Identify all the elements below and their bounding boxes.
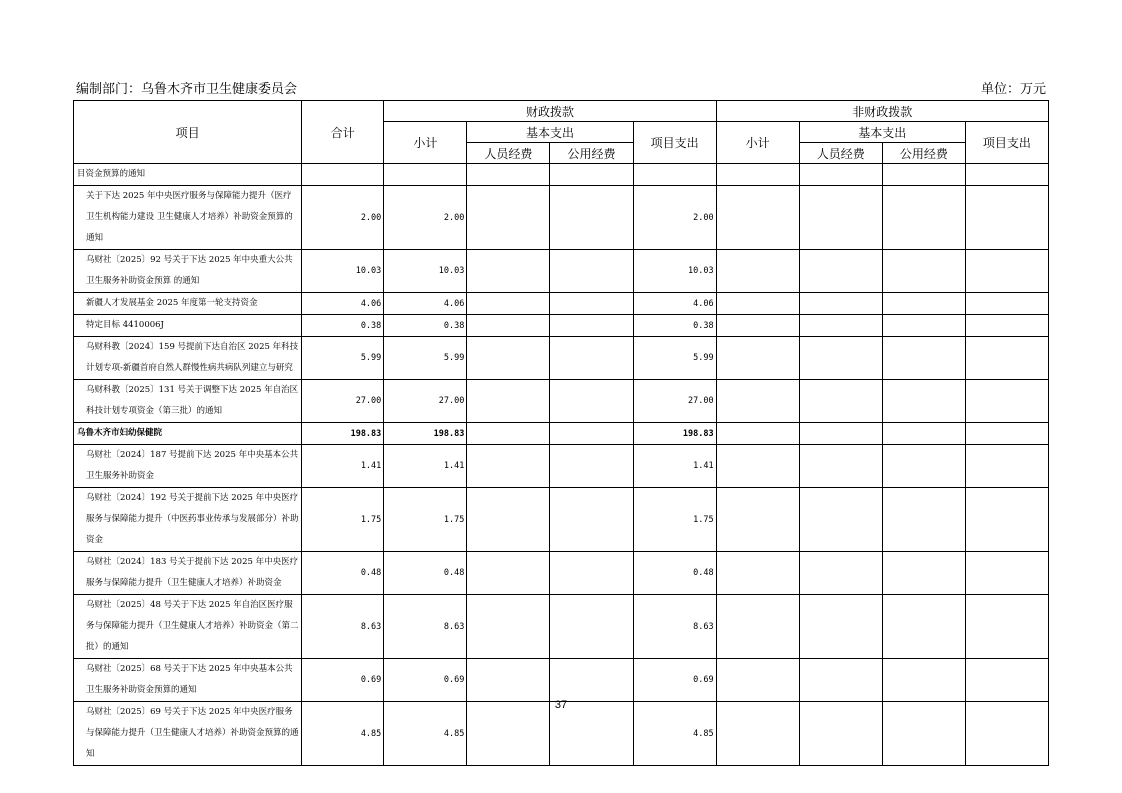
row-nonfiscal-public	[882, 552, 965, 595]
row-fiscal-public	[550, 164, 633, 186]
row-fiscal-personnel	[467, 337, 550, 380]
row-fiscal-project: 0.48	[633, 552, 716, 595]
row-nonfiscal-public	[882, 488, 965, 552]
row-nonfiscal-subtotal	[716, 595, 799, 659]
row-nonfiscal-public	[882, 380, 965, 423]
row-fiscal-subtotal: 5.99	[384, 337, 467, 380]
row-fiscal-project: 5.99	[633, 337, 716, 380]
col-nonfiscal-basic: 基本支出	[799, 122, 965, 143]
row-fiscal-public	[550, 488, 633, 552]
row-fiscal-subtotal: 0.38	[384, 315, 467, 337]
row-fiscal-subtotal: 198.83	[384, 423, 467, 445]
row-nonfiscal-public	[882, 186, 965, 250]
row-nonfiscal-project	[965, 315, 1048, 337]
budget-table	[73, 100, 1049, 766]
row-fiscal-personnel	[467, 315, 550, 337]
row-fiscal-subtotal: 0.69	[384, 659, 467, 702]
row-nonfiscal-personnel	[799, 488, 882, 552]
page-number: 37	[554, 699, 568, 711]
table-row	[74, 380, 1049, 423]
table-row	[74, 445, 1049, 488]
row-fiscal-public	[550, 595, 633, 659]
row-nonfiscal-project	[965, 552, 1048, 595]
table-row	[74, 164, 1049, 186]
table-row	[74, 293, 1049, 315]
row-total: 5.99	[302, 337, 384, 380]
row-fiscal-subtotal: 1.41	[384, 445, 467, 488]
row-fiscal-public	[550, 380, 633, 423]
row-fiscal-personnel	[467, 164, 550, 186]
row-name: 目资金预算的通知	[74, 164, 302, 186]
row-nonfiscal-subtotal	[716, 293, 799, 315]
table-row	[74, 315, 1049, 337]
row-nonfiscal-subtotal	[716, 488, 799, 552]
row-fiscal-project: 10.03	[633, 250, 716, 293]
row-name: 特定目标 4410006J	[74, 315, 302, 337]
row-fiscal-project: 0.38	[633, 315, 716, 337]
row-nonfiscal-personnel	[799, 164, 882, 186]
row-nonfiscal-public	[882, 595, 965, 659]
row-nonfiscal-public	[882, 423, 965, 445]
row-nonfiscal-project	[965, 488, 1048, 552]
row-fiscal-subtotal: 4.85	[384, 702, 467, 766]
row-fiscal-subtotal: 8.63	[384, 595, 467, 659]
unit-label: 单位：万元	[980, 82, 1046, 97]
department-label: 编制部门：乌鲁木齐市卫生健康委员会	[76, 82, 298, 97]
table-row	[74, 250, 1049, 293]
row-total: 0.69	[302, 659, 384, 702]
row-fiscal-personnel	[467, 186, 550, 250]
col-fiscal: 财政拨款	[384, 101, 716, 122]
row-fiscal-personnel	[467, 423, 550, 445]
row-total: 4.85	[302, 702, 384, 766]
row-name: 乌财社〔2025〕69 号关于下达 2025 年中央医疗服务与保障能力提升（卫生健康人才培养）补助资金预算的通知	[74, 702, 302, 766]
row-nonfiscal-personnel	[799, 380, 882, 423]
row-fiscal-project: 0.69	[633, 659, 716, 702]
col-nonfiscal-project: 项目支出	[965, 122, 1048, 164]
row-nonfiscal-subtotal	[716, 445, 799, 488]
row-fiscal-project: 198.83	[633, 423, 716, 445]
row-fiscal-personnel	[467, 250, 550, 293]
col-fiscal-project: 项目支出	[633, 122, 716, 164]
row-nonfiscal-personnel	[799, 315, 882, 337]
row-nonfiscal-public	[882, 315, 965, 337]
row-nonfiscal-public	[882, 702, 965, 766]
table-row	[74, 659, 1049, 702]
row-total: 4.06	[302, 293, 384, 315]
row-nonfiscal-subtotal	[716, 337, 799, 380]
row-fiscal-project	[633, 164, 716, 186]
row-nonfiscal-public	[882, 445, 965, 488]
row-total: 27.00	[302, 380, 384, 423]
row-name: 乌财社〔2025〕92 号关于下达 2025 年中央重大公共卫生服务补助资金预算 的通知	[74, 250, 302, 293]
row-name: 乌财社〔2025〕48 号关于下达 2025 年自治区医疗服务与保障能力提升（卫生健康人才培养）补助资金（第二批）的通知	[74, 595, 302, 659]
row-fiscal-personnel	[467, 293, 550, 315]
row-nonfiscal-project	[965, 337, 1048, 380]
row-fiscal-project: 4.85	[633, 702, 716, 766]
row-nonfiscal-project	[965, 445, 1048, 488]
row-nonfiscal-public	[882, 337, 965, 380]
row-fiscal-subtotal: 4.06	[384, 293, 467, 315]
col-nonfiscal-subtotal: 小计	[716, 122, 799, 164]
row-fiscal-project: 1.41	[633, 445, 716, 488]
row-fiscal-personnel	[467, 702, 550, 766]
row-nonfiscal-subtotal	[716, 380, 799, 423]
col-nonfiscal: 非财政拨款	[716, 101, 1048, 122]
row-fiscal-public	[550, 315, 633, 337]
row-name: 乌财科教〔2025〕131 号关于调整下达 2025 年自治区科技计划专项资金（第三批）的通知	[74, 380, 302, 423]
row-nonfiscal-project	[965, 659, 1048, 702]
row-nonfiscal-subtotal	[716, 702, 799, 766]
row-total: 8.63	[302, 595, 384, 659]
row-fiscal-personnel	[467, 659, 550, 702]
row-nonfiscal-project	[965, 164, 1048, 186]
col-fiscal-personnel: 人员经费	[467, 143, 550, 164]
table-row	[74, 488, 1049, 552]
row-fiscal-personnel	[467, 445, 550, 488]
row-total: 2.00	[302, 186, 384, 250]
row-nonfiscal-public	[882, 250, 965, 293]
row-nonfiscal-public	[882, 293, 965, 315]
row-nonfiscal-personnel	[799, 552, 882, 595]
row-fiscal-subtotal: 2.00	[384, 186, 467, 250]
row-fiscal-public	[550, 250, 633, 293]
col-project: 项目	[74, 101, 302, 164]
table-row	[74, 595, 1049, 659]
row-nonfiscal-subtotal	[716, 250, 799, 293]
row-fiscal-personnel	[467, 380, 550, 423]
row-fiscal-project: 1.75	[633, 488, 716, 552]
row-fiscal-public	[550, 293, 633, 315]
row-name: 乌财社〔2024〕187 号提前下达 2025 年中央基本公共卫生服务补助资金	[74, 445, 302, 488]
row-fiscal-subtotal: 1.75	[384, 488, 467, 552]
row-fiscal-public	[550, 552, 633, 595]
row-fiscal-project: 27.00	[633, 380, 716, 423]
row-fiscal-personnel	[467, 552, 550, 595]
row-fiscal-project: 4.06	[633, 293, 716, 315]
row-nonfiscal-subtotal	[716, 423, 799, 445]
table-body	[74, 164, 1049, 766]
col-fiscal-subtotal: 小计	[384, 122, 467, 164]
row-nonfiscal-project	[965, 250, 1048, 293]
row-fiscal-public	[550, 423, 633, 445]
row-nonfiscal-personnel	[799, 702, 882, 766]
row-nonfiscal-subtotal	[716, 659, 799, 702]
row-fiscal-project: 8.63	[633, 595, 716, 659]
row-fiscal-project: 2.00	[633, 186, 716, 250]
col-nonfiscal-personnel: 人员经费	[799, 143, 882, 164]
row-fiscal-subtotal	[384, 164, 467, 186]
row-total	[302, 164, 384, 186]
row-name: 乌财社〔2025〕68 号关于下达 2025 年中央基本公共卫生服务补助资金预算的通知	[74, 659, 302, 702]
row-nonfiscal-personnel	[799, 337, 882, 380]
row-nonfiscal-project	[965, 595, 1048, 659]
row-total: 1.41	[302, 445, 384, 488]
row-fiscal-personnel	[467, 595, 550, 659]
row-nonfiscal-personnel	[799, 293, 882, 315]
row-nonfiscal-personnel	[799, 445, 882, 488]
row-total: 1.75	[302, 488, 384, 552]
row-nonfiscal-personnel	[799, 595, 882, 659]
row-nonfiscal-project	[965, 380, 1048, 423]
row-nonfiscal-subtotal	[716, 186, 799, 250]
row-name: 乌鲁木齐市妇幼保健院	[74, 423, 302, 445]
row-nonfiscal-project	[965, 186, 1048, 250]
row-nonfiscal-subtotal	[716, 552, 799, 595]
table-row	[74, 552, 1049, 595]
row-fiscal-public	[550, 702, 633, 766]
table-row	[74, 337, 1049, 380]
row-name: 乌财社〔2024〕183 号关于提前下达 2025 年中央医疗服务与保障能力提升（卫生健康人才培养）补助资金	[74, 552, 302, 595]
row-fiscal-personnel	[467, 488, 550, 552]
row-total: 0.48	[302, 552, 384, 595]
row-nonfiscal-project	[965, 702, 1048, 766]
row-nonfiscal-public	[882, 164, 965, 186]
row-fiscal-subtotal: 10.03	[384, 250, 467, 293]
row-fiscal-subtotal: 0.48	[384, 552, 467, 595]
col-total: 合计	[302, 101, 384, 164]
table-row	[74, 186, 1049, 250]
col-fiscal-basic: 基本支出	[467, 122, 633, 143]
row-fiscal-public	[550, 659, 633, 702]
row-nonfiscal-subtotal	[716, 315, 799, 337]
row-name: 乌财社〔2024〕192 号关于提前下达 2025 年中央医疗服务与保障能力提升（中医药事业传承与发展部分）补助资金	[74, 488, 302, 552]
row-nonfiscal-project	[965, 293, 1048, 315]
table-row	[74, 702, 1049, 766]
row-nonfiscal-personnel	[799, 423, 882, 445]
row-fiscal-subtotal: 27.00	[384, 380, 467, 423]
row-nonfiscal-personnel	[799, 250, 882, 293]
row-name: 乌财科教〔2024〕159 号提前下达自治区 2025 年科技计划专项-新疆首府自然人群慢性病共病队列建立与研究	[74, 337, 302, 380]
row-total: 0.38	[302, 315, 384, 337]
row-total: 10.03	[302, 250, 384, 293]
row-fiscal-public	[550, 445, 633, 488]
row-nonfiscal-project	[965, 423, 1048, 445]
row-nonfiscal-subtotal	[716, 164, 799, 186]
row-total: 198.83	[302, 423, 384, 445]
row-name: 关于下达 2025 年中央医疗服务与保障能力提升（医疗卫生机构能力建设 卫生健康人才培养）补助资金预算的通知	[74, 186, 302, 250]
row-name: 新疆人才发展基金 2025 年度第一轮支持资金	[74, 293, 302, 315]
row-fiscal-public	[550, 337, 633, 380]
row-fiscal-public	[550, 186, 633, 250]
row-nonfiscal-public	[882, 659, 965, 702]
row-nonfiscal-personnel	[799, 186, 882, 250]
table-row	[74, 423, 1049, 445]
row-nonfiscal-personnel	[799, 659, 882, 702]
col-nonfiscal-public: 公用经费	[882, 143, 965, 164]
col-fiscal-public: 公用经费	[550, 143, 633, 164]
